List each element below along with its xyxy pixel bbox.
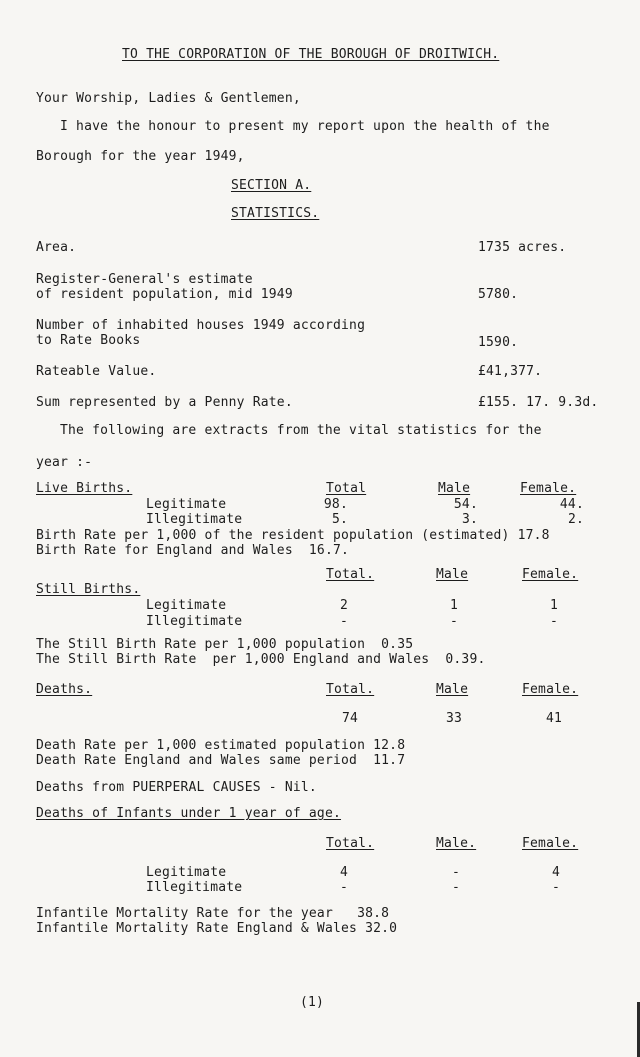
- deaths-col-male: Male: [436, 682, 469, 697]
- live-births-heading: Live Births.: [36, 481, 133, 496]
- row-label: Illegitimate: [146, 614, 243, 629]
- row-male: -: [451, 880, 460, 895]
- infant-mortality-rate-line: Infantile Mortality Rate for the year 38.8: [36, 906, 390, 921]
- death-rate-line: Death Rate per 1,000 estimated population 12.8: [36, 738, 406, 753]
- national-infant-mortality-rate-line: Infantile Mortality Rate England & Wales 32.0: [36, 921, 398, 936]
- row-total: 5.: [331, 512, 348, 527]
- national-still-birth-rate-line: The Still Birth Rate per 1,000 England and Wales 0.39.: [36, 652, 486, 667]
- rateable-value: £41,377.: [478, 364, 543, 379]
- row-label: Illegitimate: [146, 880, 243, 895]
- row-total: 98.: [323, 497, 348, 512]
- houses-label-2: to Rate Books: [36, 333, 141, 348]
- row-total: 2: [339, 598, 348, 613]
- still-births-heading: Still Births.: [36, 582, 141, 597]
- deaths-male: 33: [445, 711, 462, 726]
- still-births-col-total: Total.: [326, 567, 375, 582]
- deaths-total: 74: [341, 711, 358, 726]
- still-births-col-female: Female.: [522, 567, 579, 582]
- row-male: 1: [449, 598, 458, 613]
- national-death-rate-line: Death Rate England and Wales same period 11.7: [36, 753, 406, 768]
- area-value: 1735 acres.: [478, 240, 567, 255]
- page-number: (1): [300, 995, 325, 1010]
- infant-deaths-heading: Deaths of Infants under 1 year of age.: [36, 806, 342, 821]
- deaths-female: 41: [545, 711, 562, 726]
- row-female: 44.: [559, 497, 584, 512]
- rateable-value-label: Rateable Value.: [36, 364, 157, 379]
- intro-line-2: Borough for the year 1949,: [36, 149, 245, 164]
- row-label: Legitimate: [146, 497, 227, 512]
- row-total: -: [339, 880, 348, 895]
- section-subheading: STATISTICS.: [231, 206, 320, 221]
- deaths-heading: Deaths.: [36, 682, 93, 697]
- row-female: 2.: [567, 512, 584, 527]
- population-label-1: Register-General's estimate: [36, 272, 253, 287]
- row-female: 1: [549, 598, 558, 613]
- row-female: 4: [551, 865, 560, 880]
- deaths-col-female: Female.: [522, 682, 579, 697]
- section-heading: SECTION A.: [231, 178, 312, 193]
- deaths-col-total: Total.: [326, 682, 375, 697]
- penny-rate-label: Sum represented by a Penny Rate.: [36, 395, 293, 410]
- infant-deaths-col-female: Female.: [522, 836, 579, 851]
- penny-rate-value: £155. 17. 9.3d.: [478, 395, 599, 410]
- row-label: Legitimate: [146, 865, 227, 880]
- row-female: -: [551, 880, 560, 895]
- national-birth-rate-line: Birth Rate for England and Wales 16.7.: [36, 543, 350, 558]
- infant-deaths-col-total: Total.: [326, 836, 375, 851]
- infant-deaths-col-male: Male.: [436, 836, 477, 851]
- population-value: 5780.: [478, 287, 519, 302]
- houses-label-1: Number of inhabited houses 1949 according: [36, 318, 366, 333]
- population-label-2: of resident population, mid 1949: [36, 287, 293, 302]
- row-male: -: [451, 865, 460, 880]
- row-total: -: [339, 614, 348, 629]
- still-births-col-male: Male: [436, 567, 469, 582]
- live-births-col-total: Total: [326, 481, 367, 496]
- row-female: -: [549, 614, 558, 629]
- houses-value: 1590.: [478, 335, 519, 350]
- live-births-col-female: Female.: [520, 481, 577, 496]
- row-male: 3.: [461, 512, 478, 527]
- extracts-line-2: year :-: [36, 455, 93, 470]
- row-male: 54.: [453, 497, 478, 512]
- row-label: Legitimate: [146, 598, 227, 613]
- intro-line-1: I have the honour to present my report upon the health of the: [60, 119, 550, 134]
- extracts-line-1: The following are extracts from the vital statistics for the: [60, 423, 542, 438]
- puerperal-deaths-line: Deaths from PUERPERAL CAUSES - Nil.: [36, 780, 317, 795]
- still-birth-rate-line: The Still Birth Rate per 1,000 population 0.35: [36, 637, 414, 652]
- page-title: TO THE CORPORATION OF THE BOROUGH OF DROITWICH.: [122, 47, 500, 62]
- row-male: -: [449, 614, 458, 629]
- row-total: 4: [339, 865, 348, 880]
- birth-rate-line: Birth Rate per 1,000 of the resident population (estimated) 17.8: [36, 528, 550, 543]
- area-label: Area.: [36, 240, 77, 255]
- salutation: Your Worship, Ladies & Gentlemen,: [36, 91, 301, 106]
- live-births-col-male: Male: [438, 481, 471, 496]
- row-label: Illegitimate: [146, 512, 243, 527]
